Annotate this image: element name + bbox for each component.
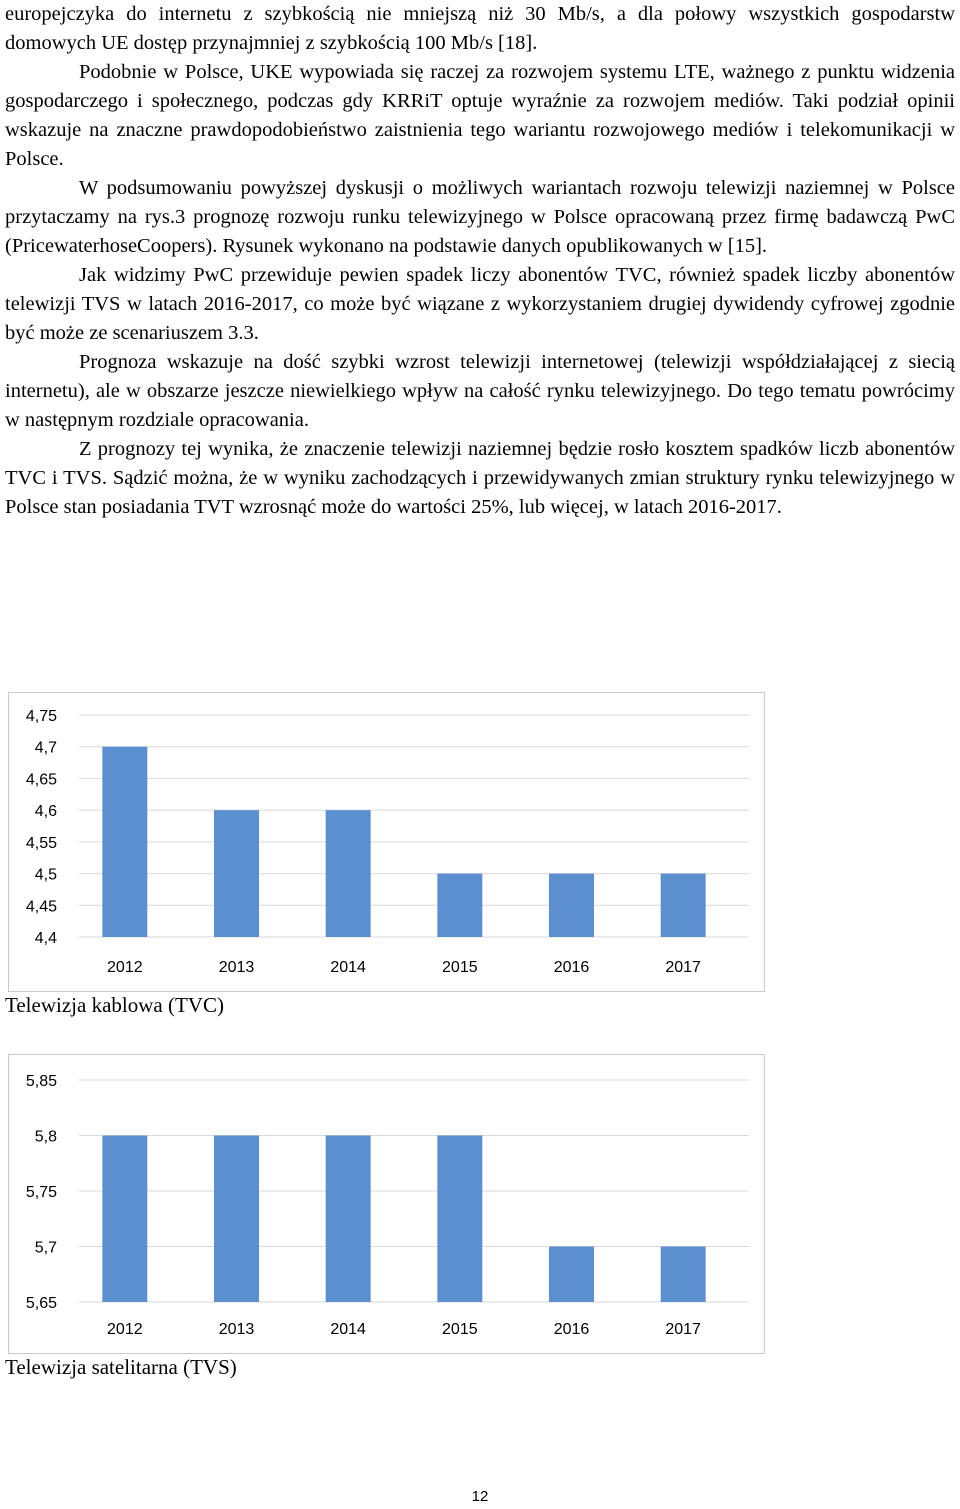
y-tick-label: 4,75	[25, 708, 57, 725]
y-tick-label: 5,8	[34, 1128, 57, 1146]
chart-tvs-svg	[9, 1055, 764, 1353]
bar	[661, 874, 706, 937]
y-tick-label: 4,65	[25, 771, 57, 789]
bar	[102, 1136, 147, 1303]
y-tick-label: 4,6	[34, 803, 57, 821]
bar	[326, 810, 371, 937]
y-tick-label: 4,7	[34, 739, 57, 757]
y-tick-label: 4,45	[25, 898, 57, 916]
paragraph: Z prognozy tej wynika, że znaczenie telewizji naziemnej będzie rosło kosztem spadków liczb abonentów TVC i TVS. Sądzić można, że w wyniku zachodzących i przewidywanych zmian struktury rynku telewizyjnego w Polsce stan posiadania TVT wzrosnąć może do wartości 25%, lub więcej, w latach 2016-2017.	[5, 438, 955, 518]
paragraph: Podobnie w Polsce, UKE wypowiada się raczej za rozwojem systemu LTE, ważnego z punktu widzenia gospodarczego i społecznego, podczas gdy KRRiT optuje wyraźnie za rozwojem mediów. Taki podział opinii wskazuje na znaczne prawdopodobieństwo zaistnienia tego wariantu rozwojowego mediów i telekomunikacji w Polsce.	[5, 61, 955, 170]
bar	[549, 1247, 594, 1303]
bar	[549, 874, 594, 937]
paragraph: W podsumowaniu powyższej dyskusji o możliwych wariantach rozwoju telewizji naziemnej w Polsce przytaczamy na rys.3 prognozę rozwoju runku telewizyjnego w Polsce opracowaną przez firmę badawczą PwC (PricewaterhoseCoopers). Rysunek wykonano na podstawie danych opublikowanych w [15].	[5, 177, 955, 257]
page-number: 12	[471, 1488, 489, 1505]
paragraph: Jak widzimy PwC przewiduje pewien spadek liczy abonentów TVC, również spadek liczby abonentów telewizji TVS w latach 2016-2017, co może być wiązane z wykorzystaniem drugiej dywidendy cyfrowej zgodnie być może ze scenariuszem 3.3.	[5, 264, 955, 344]
y-tick-label: 4,4	[34, 930, 57, 947]
body-text	[5, 0, 955, 522]
x-tick-label: 2016	[553, 959, 590, 976]
x-tick-label: 2012	[107, 1321, 143, 1338]
x-tick-label: 2017	[665, 959, 701, 976]
bar	[326, 1136, 371, 1303]
chart-tvs-caption: Telewizja satelitarna (TVS)	[5, 1355, 237, 1379]
y-tick-label: 5,65	[25, 1295, 57, 1312]
x-tick-label: 2012	[107, 959, 143, 976]
bar	[437, 874, 482, 937]
bar	[214, 810, 259, 937]
chart-tvs	[8, 1054, 765, 1354]
x-tick-label: 2017	[665, 1321, 701, 1338]
x-tick-label: 2015	[442, 1321, 478, 1338]
x-tick-label: 2015	[442, 959, 478, 976]
bar	[661, 1247, 706, 1303]
bar	[102, 747, 147, 937]
bar	[214, 1136, 259, 1303]
chart-tvc-caption: Telewizja kablowa (TVC)	[5, 993, 224, 1017]
x-tick-label: 2014	[330, 1321, 366, 1338]
chart-tvc	[8, 692, 765, 992]
bar	[437, 1136, 482, 1303]
y-tick-label: 5,85	[25, 1073, 57, 1090]
paragraph: europejczyka do internetu z szybkością nie mniejszą niż 30 Mb/s, a dla połowy wszystkich gospodarstw domowych UE dostęp przynajmniej z szybkością 100 Mb/s [18].	[5, 3, 955, 54]
paragraph: Prognoza wskazuje na dość szybki wzrost telewizji internetowej (telewizji współdziałającej z siecią internetu), ale w obszarze jeszcze niewielkiego wpływ na całość rynku telewizyjnego. Do tego tematu powrócimy w następnym rozdziale opracowania.	[5, 351, 955, 431]
y-tick-label: 4,5	[34, 866, 57, 884]
y-tick-label: 4,55	[25, 834, 57, 852]
x-tick-label: 2016	[553, 1321, 590, 1338]
x-tick-label: 2013	[218, 1321, 255, 1338]
y-tick-label: 5,75	[25, 1184, 57, 1201]
x-tick-label: 2014	[330, 959, 366, 976]
x-tick-label: 2013	[218, 959, 255, 976]
y-tick-label: 5,7	[34, 1239, 57, 1257]
chart-tvc-svg	[9, 693, 764, 991]
